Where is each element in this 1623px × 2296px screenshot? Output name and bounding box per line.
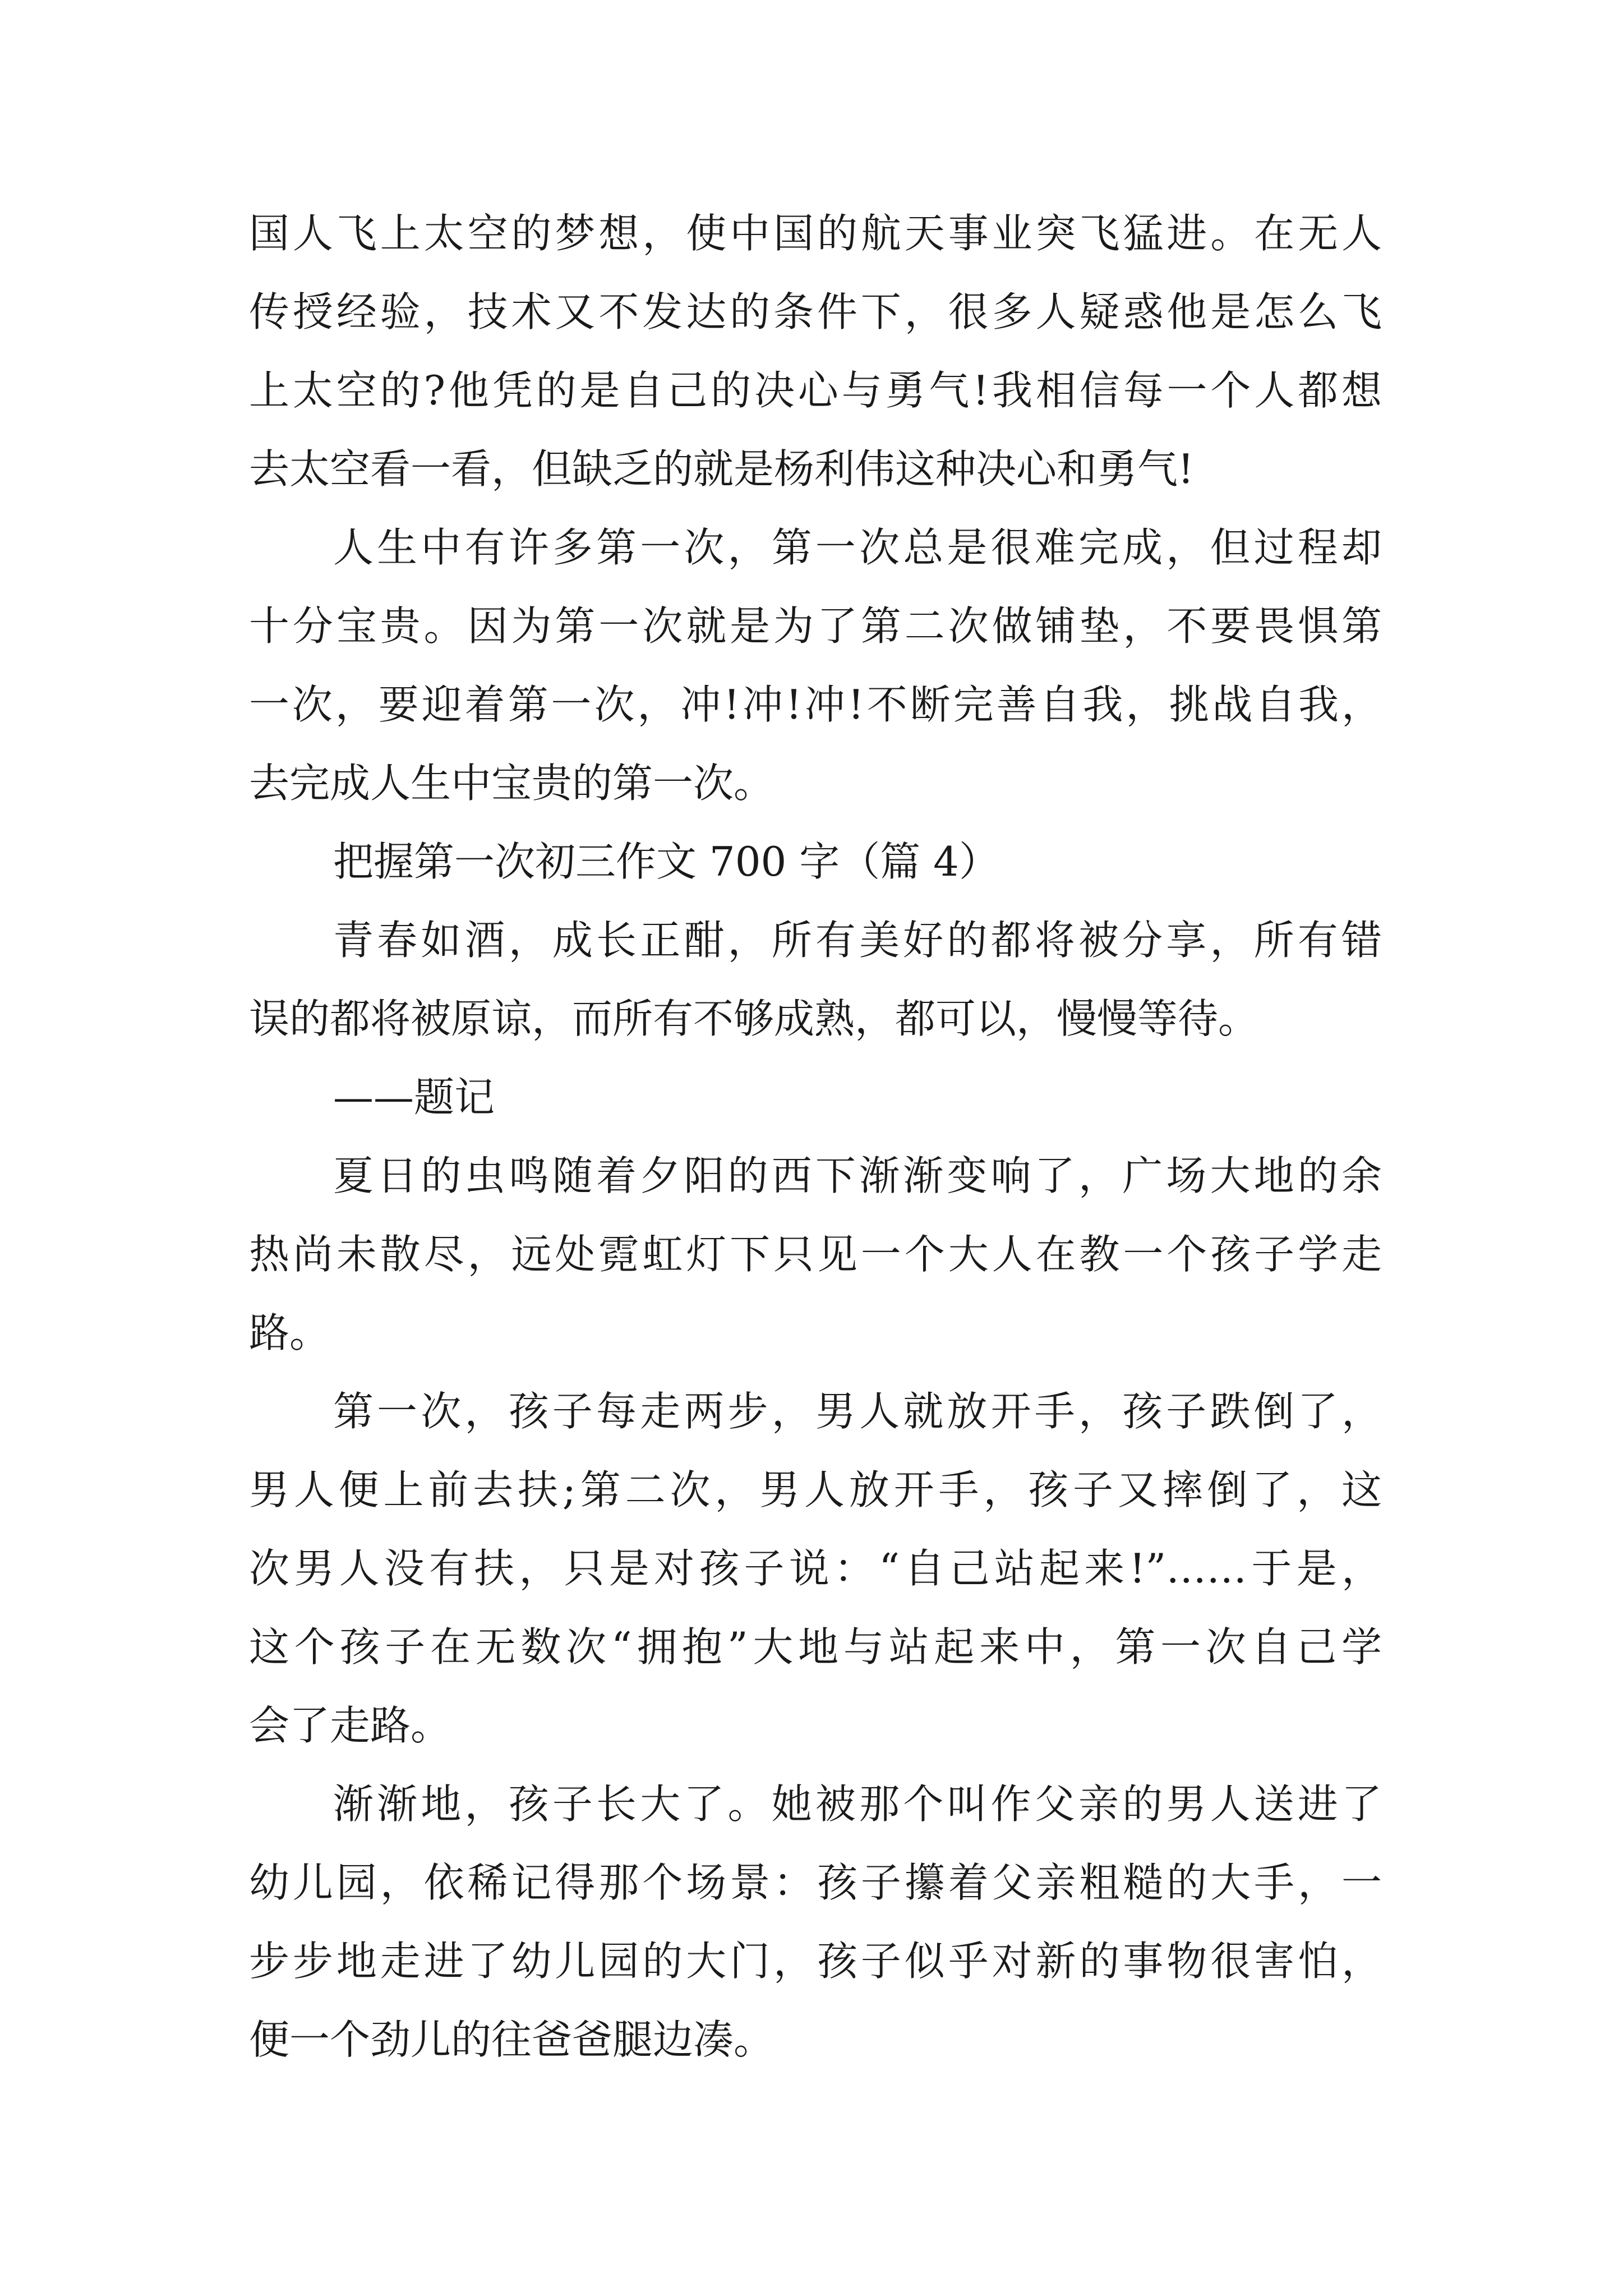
text-line-14: 热尚未散尽，远处霓虹灯下只见一个大人在教一个孩子学走 (249, 1231, 1382, 1278)
text-line-17: 男人便上前去扶;第二次，男人放开手，孩子又摔倒了，这 (249, 1466, 1382, 1513)
text-line-11: 误的都将被原谅，而所有不够成熟，都可以，慢慢等待。 (249, 995, 1259, 1042)
text-line-2: 传授经验，技术又不发达的条件下，很多人疑惑他是怎么飞 (249, 288, 1382, 335)
section-heading: 把握第一次初三作文 700 字（篇 4） (333, 838, 999, 885)
text-line-22: 幼儿园，依稀记得那个场景：孩子攥着父亲粗糙的大手，一 (249, 1859, 1382, 1906)
text-line-8: 去完成人生中宝贵的第一次。 (249, 760, 774, 807)
text-line-4: 去太空看一看，但缺乏的就是杨利伟这种决心和勇气! (249, 445, 1194, 493)
text-line-1: 国人飞上太空的梦想，使中国的航天事业突飞猛进。在无人 (249, 210, 1382, 257)
text-line-6: 十分宝贵。因为第一次就是为了第二次做铺垫，不要畏惧第 (249, 602, 1382, 650)
text-line-24: 便一个劲儿的往爸爸腿边凑。 (249, 2016, 774, 2063)
text-line-5: 人生中有许多第一次，第一次总是很难完成，但过程却 (333, 524, 1382, 571)
text-line-15: 路。 (249, 1309, 330, 1356)
text-line-18: 次男人没有扶，只是对孩子说：“自己站起来!”……于是， (249, 1545, 1382, 1592)
text-line-13: 夏日的虫鸣随着夕阳的西下渐渐变响了，广场大地的余 (333, 1152, 1382, 1199)
text-line-3: 上太空的?他凭的是自己的决心与勇气!我相信每一个人都想 (249, 367, 1382, 414)
text-line-19: 这个孩子在无数次“拥抱”大地与站起来中，第一次自己学 (249, 1623, 1382, 1671)
text-line-10: 青春如酒，成长正酣，所有美好的都将被分享，所有错 (333, 917, 1382, 964)
epigraph-attribution: ——题记 (333, 1074, 495, 1121)
text-line-7: 一次，要迎着第一次，冲!冲!冲!不断完善自我，挑战自我， (249, 681, 1382, 728)
text-line-21: 渐渐地，孩子长大了。她被那个叫作父亲的男人送进了 (333, 1780, 1382, 1828)
text-line-16: 第一次，孩子每走两步，男人就放开手，孩子跌倒了， (333, 1388, 1382, 1435)
text-line-23: 步步地走进了幼儿园的大门，孩子似乎对新的事物很害怕， (249, 1938, 1382, 1985)
text-line-20: 会了走路。 (249, 1702, 451, 1749)
